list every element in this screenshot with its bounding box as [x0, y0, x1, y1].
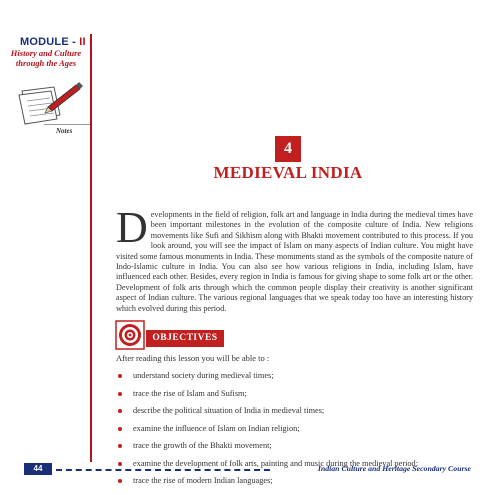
- bullet-icon: [118, 462, 122, 466]
- margin-divider: [90, 34, 92, 462]
- bullet-icon: [118, 374, 122, 378]
- drop-cap: D: [116, 203, 148, 252]
- course-title: Indian Culture and Heritage Secondary Course: [317, 464, 471, 473]
- intro-text: evelopments in the field of religion, folk art and language in India during the medieval times have been important milestones in the evolution of the composite culture of India. New religions movements like Sufi and Sikhism along with Bhakti movement contributed to this process. If you look around, you will see the impact of Islam on many aspects of Indian culture. You might have visited some famous monuments in India. These monuments stand as the symbols of the composite nature of Indo-Islamic culture in India. You can also see how various religions in India, including Islam, have influenced each other. Besides, every region in India is famous for giving shape to some folk art or the other. Development of folk arts through which the common people display their creativity is another significant aspect of Indian culture. The various regional languages that we speak today too have an interesting history which evolved during this period.: [116, 210, 473, 313]
- list-item: understand society during medieval times;: [116, 370, 476, 388]
- bullet-icon: [118, 392, 122, 396]
- footer-dashed-rule: [56, 469, 270, 471]
- list-item: examine the development of folk arts, painting and music during the medieval period;: [116, 458, 476, 476]
- bullet-icon: [118, 409, 122, 413]
- module-subtitle: History and Culture through the Ages: [10, 48, 82, 68]
- list-item: trace the growth of the Bhakti movement;: [116, 440, 476, 458]
- list-item: trace the rise of modern Indian languages;: [116, 475, 476, 493]
- objectives-list: [116, 370, 476, 493]
- page-number: 44: [24, 463, 52, 475]
- list-item: examine the influence of Islam on Indian religion;: [116, 423, 476, 441]
- chapter-number: 4: [275, 136, 301, 162]
- notes-rule: [44, 124, 90, 125]
- bullet-icon: [118, 444, 122, 448]
- module-number: II: [79, 36, 86, 48]
- list-item: trace the rise of Islam and Sufism;: [116, 388, 476, 406]
- list-item: describe the political situation of India in medieval times;: [116, 405, 476, 423]
- objectives-intro: After reading this lesson you will be able to :: [116, 353, 270, 363]
- objectives-heading: OBJECTIVES: [146, 330, 224, 347]
- bullet-icon: [118, 479, 122, 483]
- intro-paragraph: [116, 203, 473, 314]
- bullet-icon: [118, 427, 122, 431]
- module-label: MODULE - II: [20, 36, 86, 48]
- chapter-title: MEDIEVAL INDIA: [213, 163, 363, 182]
- notes-pencil-icon: [14, 77, 84, 125]
- target-icon: [115, 320, 145, 350]
- notes-label: Notes: [56, 127, 73, 135]
